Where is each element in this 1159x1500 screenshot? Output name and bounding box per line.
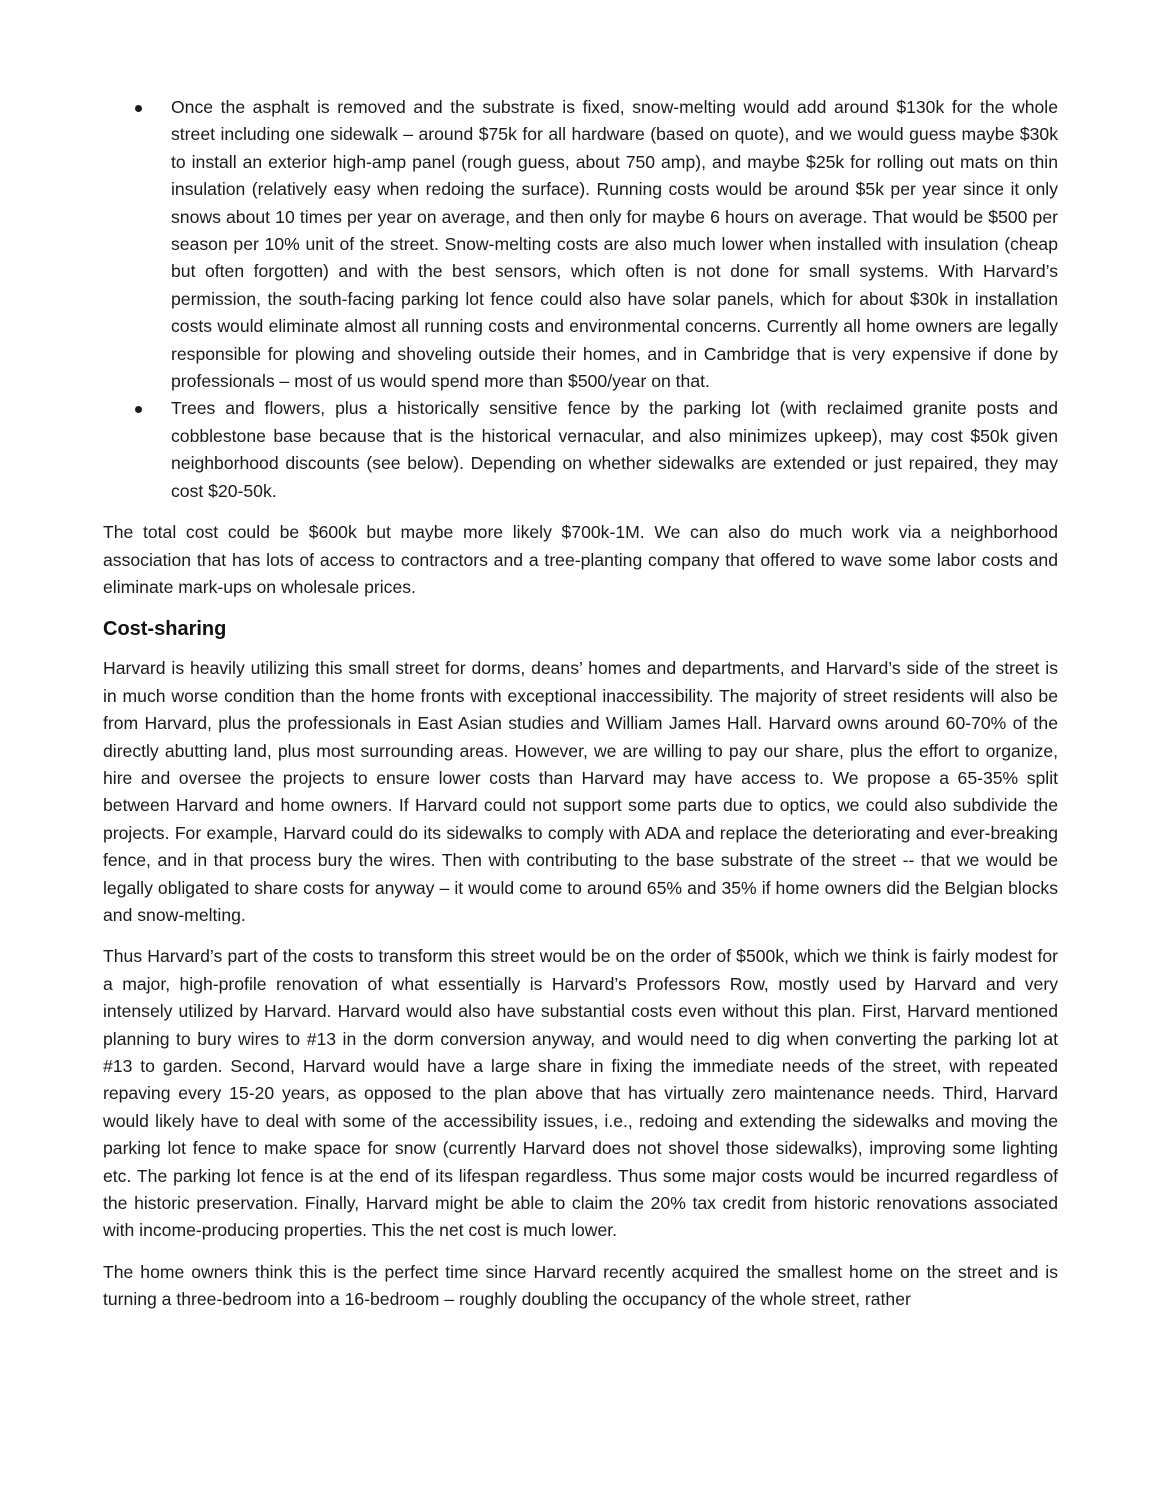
bullet-icon xyxy=(135,105,142,112)
bullet-text: Once the asphalt is removed and the substrate is fixed, snow-melting would add around $130k for the whole street including one sidewalk – around $75k for all hardware (based on quote), and we would guess maybe $30k to install an exterior high-amp panel (rough guess, about 750 amp), and maybe $25k for rolling out mats on thin insulation (relatively easy when redoing the surface). Running costs would be around $5k per year since it only snows about 10 times per year on average, and then only for maybe 6 hours on average. That would be $500 per season per 10% unit of the street. Snow-melting costs are also much lower when installed with insulation (cheap but often forgotten) and with the best sensors, which often is not done for small systems. With Harvard’s permission, the south-facing parking lot fence could also have solar panels, which for about $30k in installation costs would eliminate almost all running costs and environmental concerns. Currently all home owners are legally responsible for plowing and shoveling outside their homes, and in Cambridge that is very expensive if done by professionals – most of us would spend more than $500/year on that. xyxy=(171,97,1058,392)
document-page xyxy=(103,94,1058,1328)
total-cost-paragraph: The total cost could be $600k but maybe more likely $700k-1M. We can also do much work via a neighborhood association that has lots of access to contractors and a tree-planting company that offered to wave some labor costs and eliminate mark-ups on wholesale prices. xyxy=(103,522,1058,597)
bullet-item-snow-melting xyxy=(103,94,1058,395)
bullet-item-trees-fence xyxy=(103,395,1058,505)
paragraph-harvard-usage: Harvard is heavily utilizing this small street for dorms, deans’ homes and departments, and Harvard’s side of the street is in much worse condition than the home fronts with exceptional inaccessibility. The majority of street residents will also be from Harvard, plus the professionals in East Asian studies and William James Hall. Harvard owns around 60-70% of the directly abutting land, plus most surrounding areas. However, we are willing to pay our share, plus the effort to organize, hire and oversee the projects to ensure lower costs than Harvard may have access to. We propose a 65-35% split between Harvard and home owners. If Harvard could not support some parts due to optics, we could also subdivide the projects. For example, Harvard could do its sidewalks to comply with ADA and replace the deteriorating and ever-breaking fence, and in that process bury the wires. Then with contributing to the base substrate of the street -- that we would be legally obligated to share costs for anyway – it would come to around 65% and 35% if home owners did the Belgian blocks and snow-melting. xyxy=(103,658,1058,925)
cost-bullet-list xyxy=(103,94,1058,505)
section-heading-cost-sharing: Cost-sharing xyxy=(103,618,227,641)
bullet-text: Trees and flowers, plus a historically sensitive fence by the parking lot (with reclaimed granite posts and cobblestone base because that is the historical vernacular, and also minimizes upkeep), may cost $50k given neighborhood discounts (see below). Depending on whether sidewalks are extended or just repaired, they may cost $20-50k. xyxy=(171,398,1058,501)
paragraph-harvard-costs: Thus Harvard’s part of the costs to transform this street would be on the order of $500k, which we think is fairly modest for a major, high-profile renovation of what essentially is Harvard’s Professors Row, mostly used by Harvard and very intensely utilized by Harvard. Harvard would also have substantial costs even without this plan. First, Harvard mentioned planning to bury wires to #13 in the dorm conversion anyway, and would need to dig when converting the parking lot at #13 to garden. Second, Harvard would have a large share in fixing the immediate needs of the street, with repeated repaving every 15-20 years, as opposed to the plan above that has virtually zero maintenance needs. Third, Harvard would likely have to deal with some of the accessibility issues, i.e., redoing and extending the sidewalks and moving the parking lot fence to make space for snow (currently Harvard does not shovel those sidewalks), improving some lighting etc. The parking lot fence is at the end of its lifespan regardless. Thus some major costs would be incurred regardless of the historic preservation. Finally, Harvard might be able to claim the 20% tax credit from historic renovations associated with income-producing properties. This the net cost is much lower. xyxy=(103,946,1058,1241)
bullet-icon xyxy=(135,406,142,413)
paragraph-timing: The home owners think this is the perfect time since Harvard recently acquired the smallest home on the street and is turning a three-bedroom into a 16-bedroom – roughly doubling the occupancy of the whole street, rather xyxy=(103,1261,1058,1310)
